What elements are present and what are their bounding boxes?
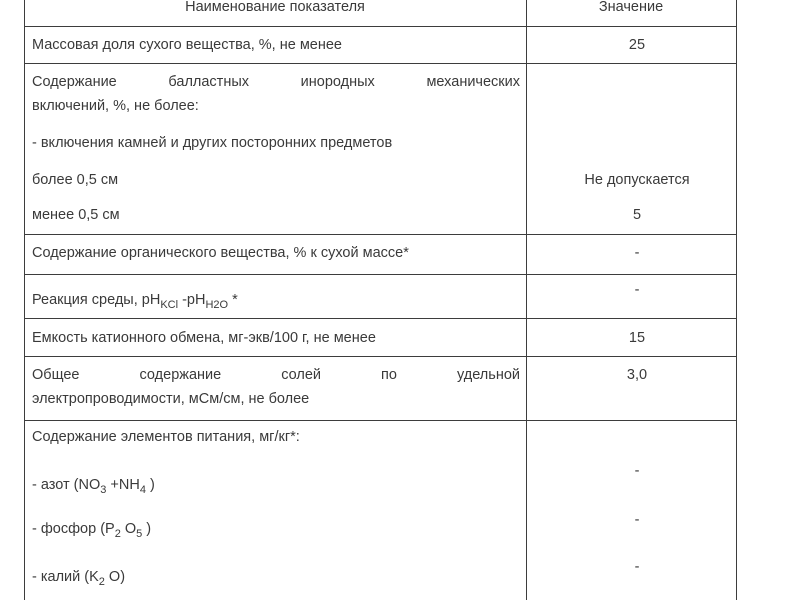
cation-label: Емкость катионного обмена, мг-экв/100 г, не менее — [32, 330, 376, 346]
row-divider — [24, 356, 737, 357]
ph-value: - — [634, 282, 640, 298]
organic-value: - — [634, 245, 640, 261]
nitrogen-value: - — [634, 463, 640, 479]
ballast-less-than-value: 5 — [632, 207, 642, 223]
potassium-label — [32, 568, 125, 587]
header-name-column: Наименование показателя — [185, 0, 365, 15]
ph-label-end: * — [228, 292, 238, 308]
ballast-label-line1: Содержание балластных инородных механических — [32, 74, 520, 90]
dry-matter-value: 25 — [628, 37, 646, 53]
ph-subscript-kcl: KCl — [160, 299, 179, 311]
column-divider — [526, 0, 527, 600]
phosphorus-label-end: ) — [142, 521, 152, 537]
nitrogen-subscript-1: 3 — [100, 484, 107, 496]
phosphorus-value: - — [634, 512, 640, 528]
ph-subscript-h2o: H2O — [205, 299, 229, 311]
phosphorus-label-start: - фосфор (P — [32, 521, 115, 537]
potassium-label-end: O) — [104, 569, 126, 585]
table-border-right — [736, 0, 737, 600]
salts-label-line2: электропроводимости, мСм/см, не более — [32, 391, 310, 407]
row-divider — [24, 274, 737, 275]
potassium-label-start: - калий (K — [32, 569, 99, 585]
nutrients-label: Содержание элементов питания, мг/кг*: — [32, 429, 300, 445]
nitrogen-subscript-2: 4 — [139, 484, 146, 496]
phosphorus-subscript-2: 5 — [136, 528, 143, 540]
salts-value: 3,0 — [626, 367, 648, 383]
ph-label — [32, 291, 238, 310]
row-divider — [24, 63, 737, 64]
row-divider — [24, 234, 737, 235]
ballast-more-than-value: Не допускается — [584, 172, 690, 188]
row-divider — [24, 420, 737, 421]
ballast-more-than-label: более 0,5 см — [32, 172, 119, 188]
nitrogen-label-middle: +NH — [106, 477, 140, 493]
nitrogen-label — [32, 476, 155, 495]
organic-label: Содержание органического вещества, % к сухой массе* — [32, 245, 409, 261]
potassium-value: - — [634, 559, 640, 575]
row-divider — [24, 318, 737, 319]
cation-value: 15 — [628, 330, 646, 346]
row-divider — [24, 26, 737, 27]
phosphorus-subscript-1: 2 — [114, 528, 121, 540]
potassium-subscript: 2 — [98, 576, 105, 588]
ballast-less-than-label: менее 0,5 см — [32, 207, 120, 223]
header-value-column: Значение — [598, 0, 664, 15]
dry-matter-label: Массовая доля сухого вещества, %, не менее — [32, 37, 342, 53]
ph-label-middle: -рН — [178, 292, 206, 308]
ph-label-start: Реакция среды, рН — [32, 292, 161, 308]
phosphorus-label-middle: O — [120, 521, 137, 537]
salts-label-line1: Общее содержание солей по удельной — [32, 367, 520, 383]
nitrogen-label-start: - азот (NO — [32, 477, 101, 493]
phosphorus-label — [32, 520, 151, 539]
ballast-stones-label: - включения камней и других посторонних предметов — [32, 135, 393, 151]
nitrogen-label-end: ) — [145, 477, 155, 493]
ballast-label-line2: включений, %, не более: — [32, 98, 199, 114]
table-border-left — [24, 0, 25, 600]
